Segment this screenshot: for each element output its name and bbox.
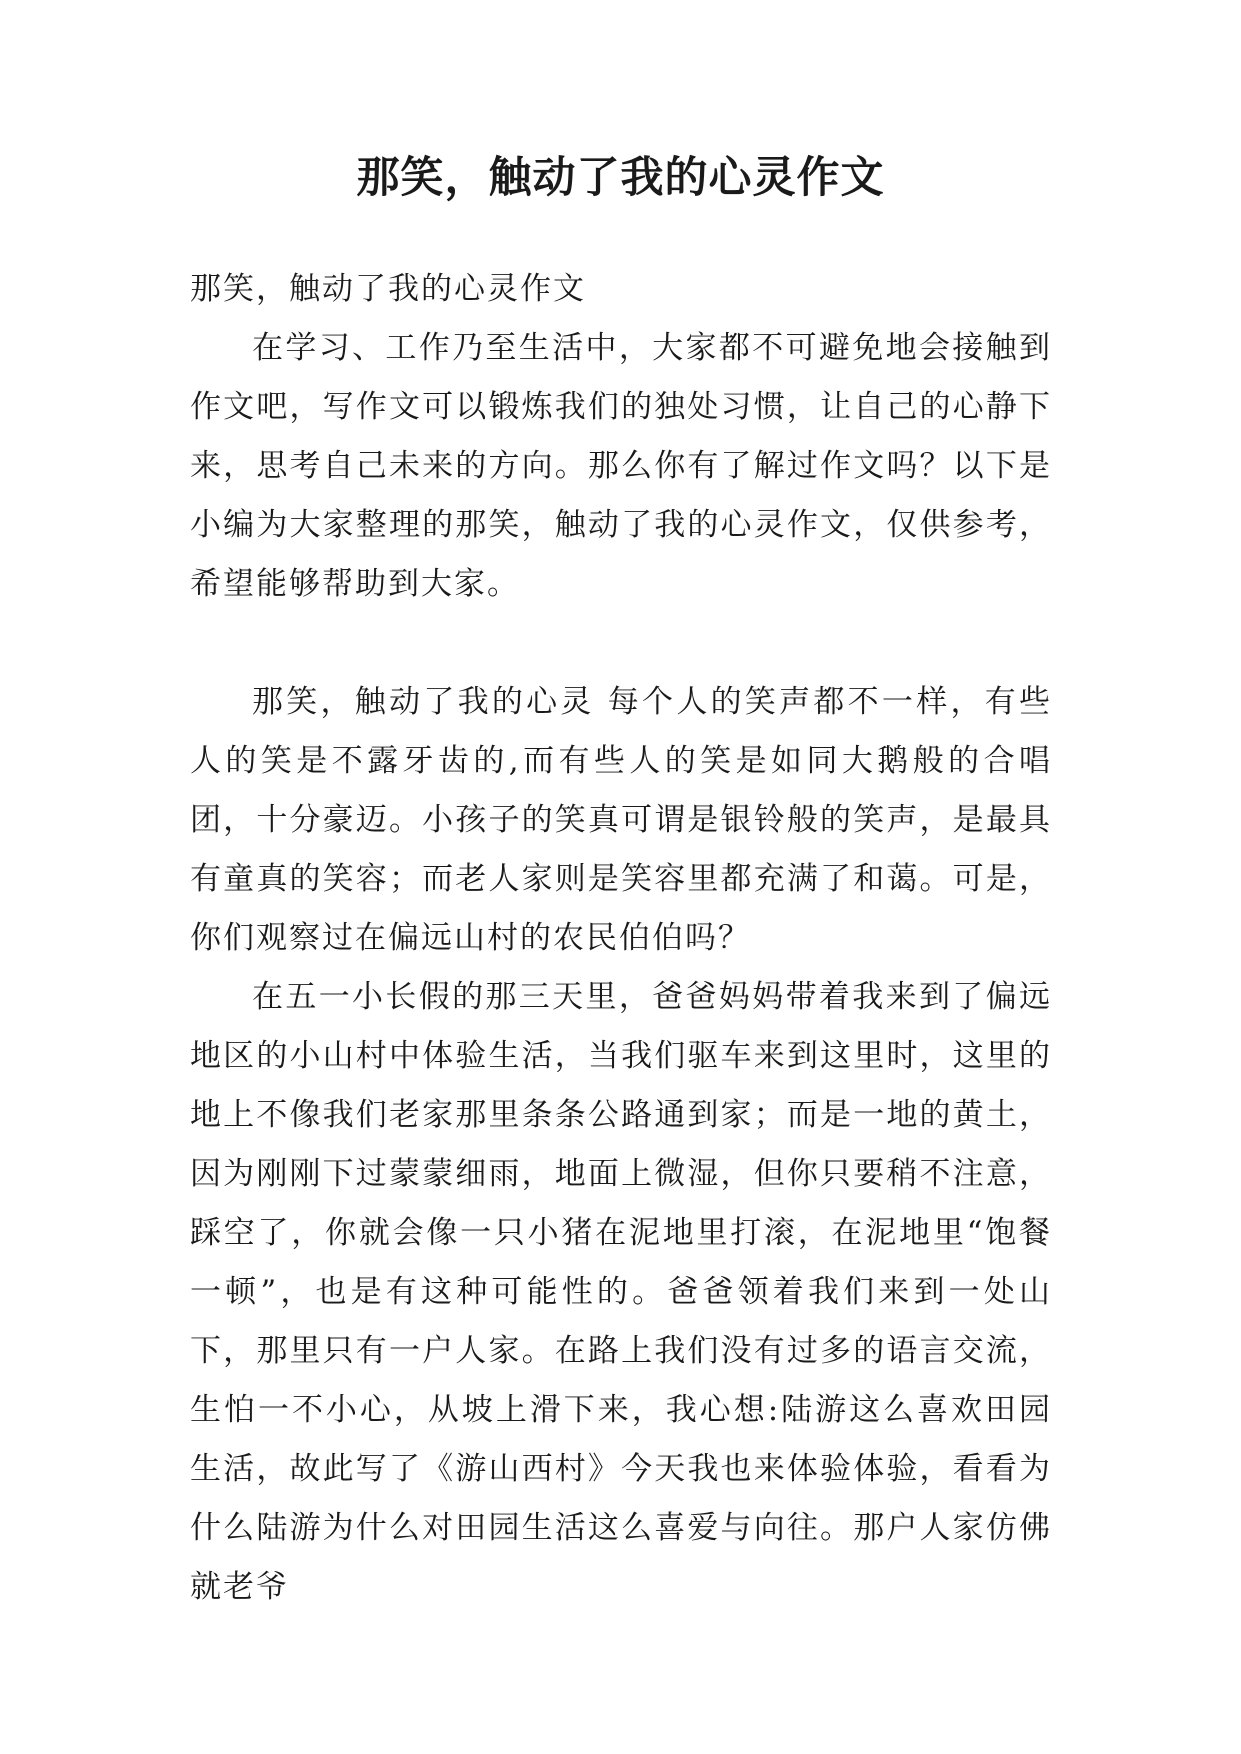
paragraph-spacer (190, 614, 1052, 673)
paragraph-laughter: 那笑，触动了我的心灵 每个人的笑声都不一样，有些人的笑是不露牙齿的,而有些人的笑是如同大鹅般的合唱团，十分豪迈。小孩子的笑真可谓是银铃般的笑声，是最具有童真的笑容；而老人家则是笑容里都充满了和蔼。可是，你们观察过在偏远山村的农民伯伯吗？ (190, 684, 1052, 956)
document-subtitle: 那笑，触动了我的心灵作文 (190, 271, 586, 307)
document-body (190, 260, 1052, 1617)
paragraph-village: 在五一小长假的那三天里，爸爸妈妈带着我来到了偏远地区的小山村中体验生活，当我们驱车来到这里时，这里的地上不像我们老家那里条条公路通到家；而是一地的黄土，因为刚刚下过蒙蒙细雨，地面上微湿，但你只要稍不注意，踩空了，你就会像一只小猪在泥地里打滚，在泥地里“饱餐一顿”，也是有这种可能性的。爸爸领着我们来到一处山下，那里只有一户人家。在路上我们没有过多的语言交流，生怕一不小心，从坡上滑下来，我心想:陆游这么喜欢田园生活，故此写了《游山西村》今天我也来体验体验，看看为什么陆游为什么对田园生活这么喜爱与向往。那户人家仿佛就老爷 (190, 979, 1052, 1605)
paragraph-intro: 在学习、工作乃至生活中，大家都不可避免地会接触到作文吧，写作文可以锻炼我们的独处习惯，让自己的心静下来，思考自己未来的方向。那么你有了解过作文吗？以下是小编为大家整理的那笑，触动了我的心灵作文，仅供参考，希望能够帮助到大家。 (190, 330, 1052, 602)
document-title: 那笑，触动了我的心灵作文 (356, 153, 885, 203)
